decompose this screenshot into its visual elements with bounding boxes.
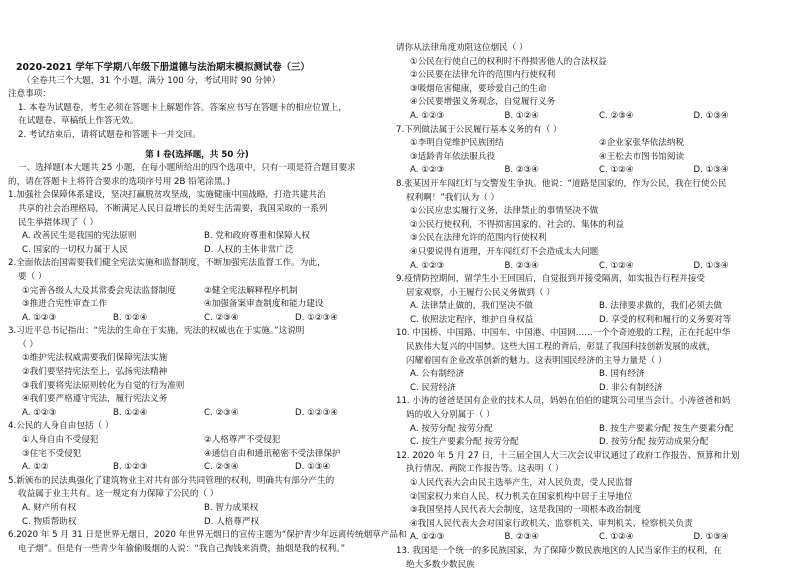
question-block	[396, 178, 788, 273]
option-row	[396, 96, 788, 110]
question-block	[396, 273, 788, 327]
answer-option: A. 按劳分配 按劳分配	[410, 423, 493, 434]
answer-option: B. ②③④	[504, 532, 539, 543]
question-stem: 11. 小涛的爸爸是国有企业的技术人员，妈妈在伯伯的建筑公司里当会计。小涛爸爸和妈	[396, 396, 731, 407]
answer-option: ④公民要增强义务观念，自觉履行义务	[410, 97, 556, 108]
option-row	[396, 314, 788, 328]
answer-option: ①完善各级人大及其常委会宪法监督制度	[22, 285, 176, 296]
answer-option: B. 法律要求做的，我们必须去做	[599, 301, 723, 312]
answer-option: A. ①②③	[410, 532, 445, 543]
answer-option: ②公民要在法律允许的范围内行使权利	[410, 70, 556, 81]
section-intro-cont: 的，请在答题卡上将符合要求的选项序号用 2B 铅笔涂黑。)	[8, 176, 231, 187]
answer-option: ①李明自觉维护民族团结	[410, 138, 504, 149]
question-block	[396, 327, 788, 395]
answer-option: B. 按生产要素分配 按生产要素分配	[599, 423, 734, 434]
option-row	[8, 230, 386, 244]
option-row	[8, 312, 386, 326]
answer-option: C. ①②④	[599, 532, 634, 543]
answer-option: A. ①②③	[410, 260, 445, 271]
option-row	[396, 260, 788, 274]
answer-option: ②健全宪法解释程序机制	[204, 285, 298, 296]
question-stem-cont: 民生举措体现了（ ）	[18, 217, 99, 228]
answer-option: A. 改善民生是我国的宪法原则	[22, 231, 137, 242]
question-block	[396, 124, 788, 178]
option-row	[396, 436, 788, 450]
option-row	[8, 502, 386, 516]
answer-option: ①维护宪法权威需要我们保障宪法实施	[22, 353, 168, 364]
answer-option: C. ①②④	[599, 165, 634, 176]
answer-option: ④通信自由和通讯秘密不受法律保护	[204, 448, 341, 459]
question-block	[8, 189, 386, 257]
question-block	[396, 545, 788, 572]
answer-option: D. ①③④	[693, 260, 729, 271]
answer-option: C. ①②④	[599, 260, 634, 271]
question-stem-cont: 执行情况、两院工作报告等。这表明（ ）	[406, 464, 564, 475]
question-block	[396, 42, 788, 124]
question-block	[8, 529, 407, 556]
answer-option: C. ②③④	[204, 312, 239, 323]
option-row	[396, 164, 788, 178]
option-row	[8, 516, 386, 530]
answer-option: B. ①②④	[504, 110, 539, 121]
question-stem: 8.张某因开车闯红灯与交警发生争执。他说：“道路是国家的，作为公民，我在行使公民	[396, 178, 727, 189]
answer-option: A. 公有制经济	[410, 369, 465, 380]
answer-option: C. ②③④	[204, 462, 239, 473]
option-row	[396, 382, 788, 396]
exam-title: 2020-2021 学年下学期八年级下册道德与法治期末模拟测试卷（三）	[16, 62, 310, 73]
answer-option: D. 享受的权利和履行的义务要对等	[599, 314, 732, 325]
option-row	[8, 448, 386, 462]
answer-option: C. 按生产要素分配 按劳分配	[410, 437, 519, 448]
answer-option: D. 非公有制经济	[599, 382, 663, 393]
answer-option: B. ②③④	[504, 165, 539, 176]
answer-option: ④王松去市图书馆阅读	[599, 151, 685, 162]
left-question-list	[8, 189, 407, 556]
answer-option: ①公民应忠实履行义务，法律禁止的事情坚决不做	[410, 206, 599, 217]
option-row	[396, 83, 788, 97]
answer-option: B. ①②③	[113, 462, 148, 473]
notice-item-1: 1. 本卷为试题卷，考生必须在答题卡上解题作答。答案应书写在答题卡的相应位置上，	[18, 102, 347, 113]
answer-option: ③公民在法律允许的范围内行使权利	[410, 233, 547, 244]
question-stem-cont: 居家观察，小王履行公民义务做到（ ）	[406, 287, 555, 298]
answer-option: D. ①②③④	[295, 312, 338, 323]
answer-option: D. 按劳分配 按劳动成果分配	[599, 437, 709, 448]
answer-option: B. 智力成果权	[204, 503, 259, 513]
answer-option: B. ①②④	[113, 407, 148, 418]
answer-option: ④加强备案审查制度和能力建设	[204, 299, 324, 310]
answer-option: D. ①③④	[295, 462, 331, 473]
question-stem-cont: 权利啊！”我们认为（ ）	[406, 192, 500, 203]
question-stem-cont: 妈的收入分别属于（ ）	[406, 410, 495, 421]
option-row	[396, 518, 788, 532]
option-row	[8, 461, 386, 475]
question-stem: 5.新颁布的民法典强化了建筑物业主对共有部分共同管理的权利，明确共有部分产生的	[8, 475, 335, 486]
answer-option: A. ①②③	[22, 407, 57, 418]
question-block	[396, 395, 788, 449]
option-row	[396, 137, 788, 151]
answer-option: ③我们要将宪法原则转化为自觉的行为准则	[22, 380, 185, 391]
option-row	[396, 151, 788, 165]
option-row	[396, 477, 788, 491]
answer-option: ③住宅不受侵犯	[22, 448, 82, 459]
answer-option: C. ②③④	[204, 407, 239, 418]
answer-option: B. ②③④	[504, 260, 539, 271]
answer-option: ③适龄青年依法服兵役	[410, 151, 496, 162]
right-column	[396, 0, 788, 572]
answer-option: ①人民代表大会由民主选举产生，对人民负责，受人民监督	[410, 478, 633, 488]
option-row	[8, 285, 386, 299]
answer-option: ③我国坚持人民代表大会制度，这是我国的一项根本政治制度	[410, 505, 642, 516]
question-stem-cont: 收益属于业主共有。这一规定有力保障了公民的（ ）	[18, 489, 219, 500]
answer-option: ②企业家张华依法纳税	[599, 138, 685, 149]
answer-option: B. ①②④	[113, 312, 148, 323]
option-row	[396, 69, 788, 83]
question-stem: 请你从法律角度劝阻这位烟民（ ）	[396, 43, 528, 53]
section-title: 第 I 卷(选择题，共 50 分)	[145, 149, 249, 160]
answer-option: A. 财产所有权	[22, 503, 77, 513]
question-stem: 2.全面依法治国需要我们健全宪法实施和监督制度，不断加强宪法监督工作。为此，	[8, 258, 326, 269]
option-row	[396, 205, 788, 219]
right-question-list	[396, 42, 788, 572]
option-row	[8, 380, 386, 394]
question-stem: 12. 2020 年 5 月 27 日，十三届全国人大三次会议审议通过了政府工作报告、预算和计划	[396, 450, 740, 461]
option-row	[396, 110, 788, 124]
answer-option: ④我国人民代表大会对国家行政机关、监察机关、审判机关、检察机关负责	[410, 518, 693, 529]
question-stem: 9.疫情防控期间，留学生小王回国后，自觉报到并接受隔离，如实报告行程并接受	[396, 274, 705, 285]
question-stem-cont: 民族伟大复兴的中国梦。这些大国工程的背后，彰显了我国科技创新发展的成就，	[406, 342, 716, 353]
option-row	[396, 300, 788, 314]
question-stem: 4.公民的人身自由包括（ ）	[8, 421, 114, 432]
option-row	[396, 246, 788, 260]
question-block	[8, 257, 386, 325]
question-block	[8, 475, 386, 529]
question-stem-cont: 要（ ）	[18, 271, 47, 282]
question-stem-cont: 闪耀着国有企业改革创新的魅力。这表明国民经济的主导力量是（ ）	[406, 355, 667, 366]
option-row	[8, 393, 386, 407]
option-row	[8, 244, 386, 258]
option-row	[8, 352, 386, 366]
question-stem: 1.加强社会保障体系建设，坚决打赢脱贫攻坚战，实施健康中国战略，打造共建共治	[8, 190, 326, 201]
answer-option: D. ①③④	[693, 110, 729, 121]
question-stem: 10. 中国桥、中国路、中国车、中国港、中国网……一个个奇迹般的工程，正在托起中华	[396, 328, 731, 339]
answer-option: C. 国家的一切权力属于人民	[22, 244, 128, 255]
option-row	[396, 491, 788, 505]
answer-option: ②公民行使权利，不得损害国家的、社会的、集体的利益	[410, 219, 624, 230]
option-row	[8, 298, 386, 312]
option-row	[8, 366, 386, 380]
answer-option: ②我们要坚持宪法至上，弘扬宪法精神	[22, 367, 168, 378]
question-stem-cont: 绝大多数少数民族	[406, 559, 475, 570]
answer-option: ③推进合宪性审查工作	[22, 299, 108, 310]
option-row	[396, 368, 788, 382]
answer-option: ④只要说得有道理，开车闯红灯不会造成太大问题	[410, 246, 599, 257]
section-intro: 一、选择题(本大题共 25 小题，在每小题所给出的四个选项中，只有一项是符合题目要求	[18, 163, 356, 174]
notice-item-1-cont: 在试题卷、草稿纸上作答无效。	[18, 116, 139, 127]
question-stem-cont: 电子烟”。但是有一些青少年偷偷吸烟的人说：“我自己掏钱来消费，抽烟是我的权利。”	[18, 543, 346, 554]
answer-option: A. ①②	[22, 462, 49, 473]
answer-option: D. ①③④	[693, 532, 729, 543]
exam-subtitle: （全卷共三个大题，31 个小题，满分 100 分，考试用时 90 分钟）	[22, 75, 281, 86]
answer-option: ③吸烟危害健康，要珍爱自己的生命	[410, 83, 547, 94]
answer-option: ②人格尊严不受侵犯	[204, 435, 281, 446]
question-stem: 13. 我国是一个统一的多民族国家，为了保障少数民族地区的人民当家作主的权利，在	[396, 545, 722, 556]
notice-heading: 注意事项：	[8, 89, 51, 100]
option-row	[396, 531, 788, 545]
question-block	[8, 420, 386, 474]
option-row	[396, 56, 788, 70]
answer-option: C. 民营经济	[410, 382, 456, 393]
question-block	[396, 450, 788, 545]
answer-option: A. 法律禁止做的，我们坚决不做	[410, 301, 533, 312]
question-stem: 3.习近平总书记指出：“宪法的生命在于实施，宪法的权威也在于实施。”这说明	[8, 326, 305, 337]
question-stem: 7.下列做法属于公民履行基本义务的有（ ）	[396, 124, 562, 135]
answer-option: C. 依照法定程序，维护自身权益	[410, 314, 534, 325]
question-stem: 6.2020 年 5 月 31 日是世界无烟日，2020 年世界无烟日的宣传主题为“保护青少年远离传统烟草产品和	[8, 530, 407, 541]
option-row	[396, 504, 788, 518]
left-column	[8, 0, 407, 556]
option-row	[396, 423, 788, 437]
question-stem-cont: （ ）	[18, 339, 38, 350]
answer-option: A. ①②③	[410, 165, 445, 176]
option-row	[8, 434, 386, 448]
notice-item-2: 2. 考试结束后，请将试题卷和答题卡一并交回。	[18, 129, 201, 140]
question-stem-cont: 共享的社会治理格局，不断满足人民日益增长的美好生活需要，我国采取的一系列	[18, 203, 328, 214]
question-block	[8, 325, 386, 420]
answer-option: B. 党和政府尊重和保障人权	[204, 231, 310, 242]
option-row	[396, 219, 788, 233]
answer-option: D. ①③④	[693, 165, 729, 176]
answer-option: B. 国有经济	[599, 369, 645, 380]
answer-option: ④我们要严格遵守宪法，履行宪法义务	[22, 394, 168, 405]
answer-option: D. 人格尊严权	[204, 516, 260, 527]
answer-option: C. ②③④	[599, 110, 634, 121]
answer-option: ①公民在行使自己的权利时不得损害他人的合法权益	[410, 56, 607, 67]
answer-option: D. 人权的主体非常广泛	[204, 244, 294, 255]
answer-option: C. 物质帮助权	[22, 516, 77, 527]
option-row	[396, 232, 788, 246]
answer-option: D. ①②③④	[295, 407, 338, 418]
answer-option: A. ①②③	[22, 312, 57, 323]
answer-option: A. ①②③	[410, 110, 445, 121]
option-row	[8, 407, 386, 421]
answer-option: ②国家权力来自人民，权力机关在国家机构中居于主导地位	[410, 491, 633, 502]
answer-option: ①人身自由不受侵犯	[22, 435, 99, 446]
